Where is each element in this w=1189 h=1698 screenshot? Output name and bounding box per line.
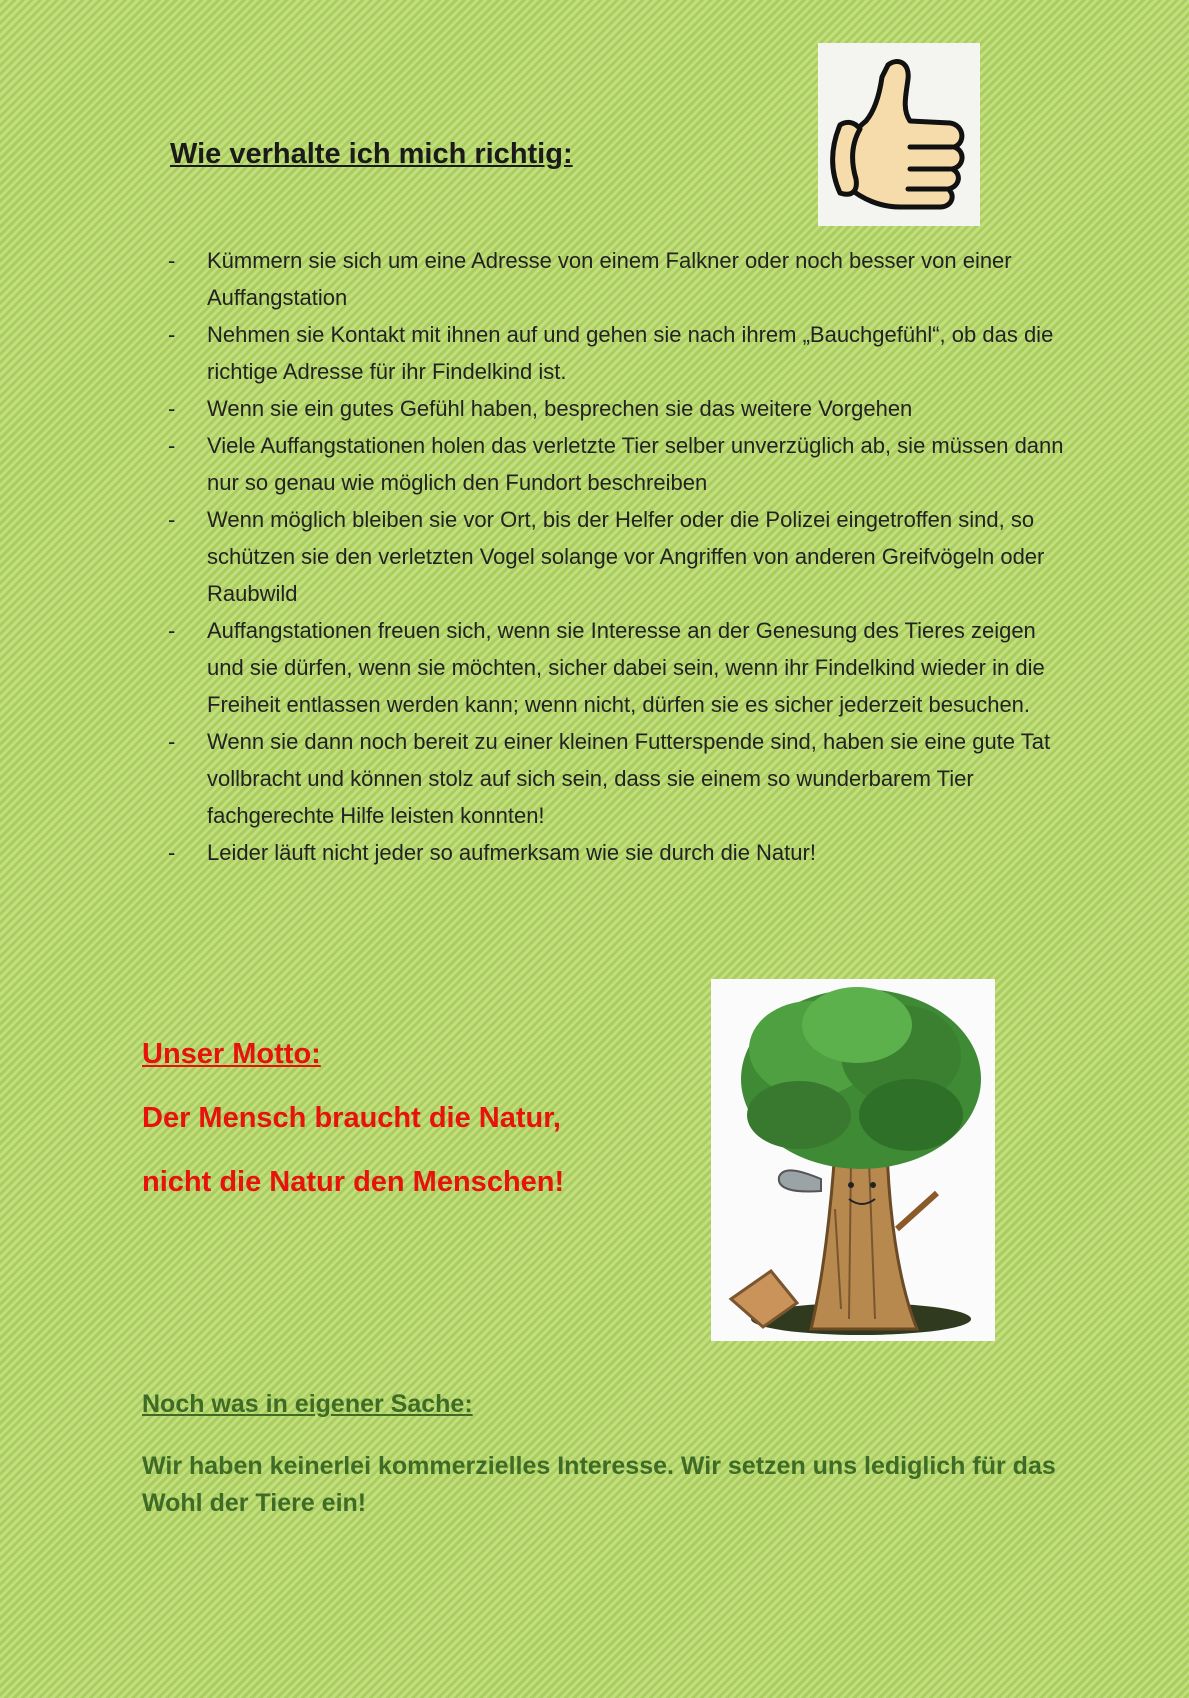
motto-line-1: Der Mensch braucht die Natur, (142, 1102, 561, 1134)
tips-list (164, 242, 1064, 871)
list-item: - Viele Auffangstationen holen das verletzte Tier selber unverzüglich ab, sie müssen dann nur so genau wie möglich den Fundort beschreiben (164, 427, 1064, 501)
list-item: - Wenn möglich bleiben sie vor Ort, bis der Helfer oder die Polizei eingetroffen sind, so schützen sie den verletzten Vogel solange vor Angriffen von anderen Greifvögeln oder Raubwild (164, 501, 1064, 612)
tree-illustration (711, 979, 995, 1341)
list-item: - Nehmen sie Kontakt mit ihnen auf und gehen sie nach ihrem „Bauchgefühl“, ob das die richtige Adresse für ihr Findelkind ist. (164, 316, 1064, 390)
extra-heading: Noch was in eigener Sache: (142, 1390, 473, 1418)
extra-section (142, 1386, 1062, 1522)
list-item: - Wenn sie ein gutes Gefühl haben, besprechen sie das weitere Vorgehen (164, 390, 1064, 427)
list-item: - Auffangstationen freuen sich, wenn sie Interesse an der Genesung des Tieres zeigen und sie dürfen, wenn sie möchten, sicher dabei sein, wenn ihr Findelkind wieder in die Freiheit entlassen werden kann; wenn nicht, dürfen sie es sicher jederzeit besuchen. (164, 612, 1064, 723)
motto-heading: Unser Motto: (142, 1038, 321, 1070)
list-item: - Leider läuft nicht jeder so aufmerksam wie sie durch die Natur! (164, 834, 1064, 871)
motto-line-2: nicht die Natur den Menschen! (142, 1166, 565, 1198)
page-title: Wie verhalte ich mich richtig: (170, 138, 573, 170)
extra-body: Wir haben keinerlei kommerzielles Interesse. Wir setzen uns lediglich für das Wohl der Tiere ein! (142, 1452, 1056, 1517)
thumbs-up-icon (818, 43, 980, 226)
list-item: - Kümmern sie sich um eine Adresse von einem Falkner oder noch besser von einer Auffangstation (164, 242, 1064, 316)
list-item: - Wenn sie dann noch bereit zu einer kleinen Futterspende sind, haben sie eine gute Tat vollbracht und können stolz auf sich sein, dass sie einem so wunderbarem Tier fachgerechte Hilfe leisten konnten! (164, 723, 1064, 834)
motto-section (142, 1034, 742, 1226)
